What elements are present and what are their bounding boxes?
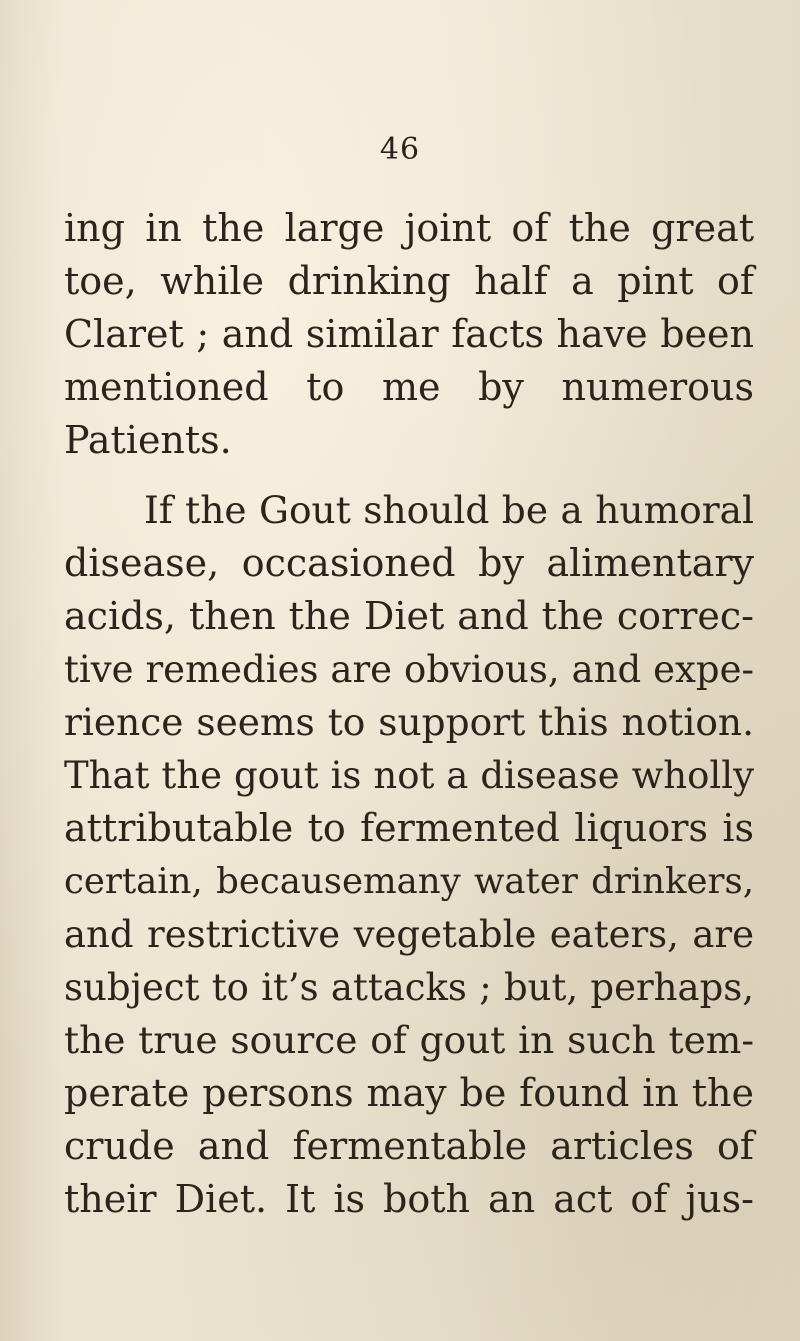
text-line: acids, then the Diet and the correc- <box>64 594 754 638</box>
text-line: tive remedies are obvious, and expe- <box>64 648 754 691</box>
text-line: Patients. <box>64 418 232 462</box>
text-line: the true source of gout in such tem- <box>64 1018 754 1062</box>
text-line: crude and fermentable articles of <box>64 1124 754 1168</box>
text-line: their Diet. It is both an act of jus- <box>64 1177 754 1221</box>
text-line: If the Gout should be a humoral <box>144 488 754 532</box>
text-line: Claret ; and similar facts have been <box>64 312 754 356</box>
paragraph-2 <box>64 484 754 1226</box>
text-line: disease, occasioned by alimentary <box>64 541 754 585</box>
text-line: certain, becausemany water drinkers, <box>64 861 754 902</box>
text-line: attributable to fermented liquors is <box>64 806 754 850</box>
text-line: mentioned to me by numerous <box>64 365 754 409</box>
text-line: ing in the large joint of the great <box>64 206 754 250</box>
text-line: and restrictive vegetable eaters, are <box>64 913 754 956</box>
text-line: toe, while drinking half a pint of <box>64 259 754 303</box>
text-line: That the gout is not a disease wholly <box>64 754 754 797</box>
text-line: perate persons may be found in the <box>64 1071 754 1115</box>
text-line: rience seems to support this notion. <box>64 700 754 744</box>
text-line: subject to it’s attacks ; but, perhaps, <box>64 966 754 1009</box>
paragraph-1 <box>64 202 754 467</box>
page-number: 46 <box>379 132 421 167</box>
